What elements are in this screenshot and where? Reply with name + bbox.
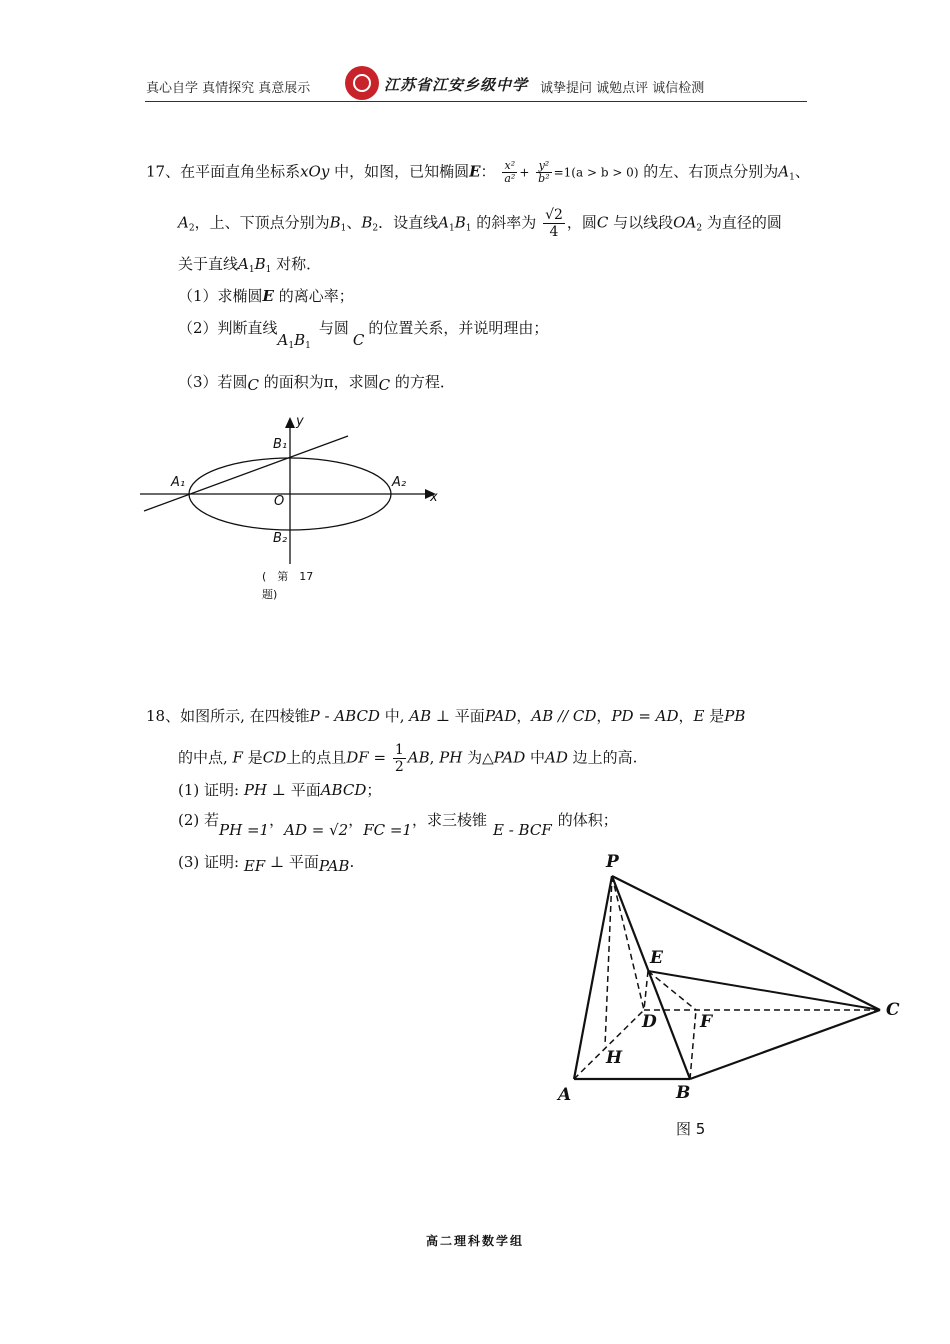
q17-part-3: （3）若圆C 的面积为π，求圆C 的方程． (178, 373, 455, 394)
fig18-b-label: B (676, 1083, 691, 1103)
header-rule (145, 101, 807, 102)
page-footer: 高二理科数学组 (425, 1234, 524, 1248)
fig18-c-label: C (886, 1000, 900, 1020)
fig18-a-label: A (558, 1085, 572, 1105)
q18-line-1: 18、如图所示, 在四棱锥P - ABCD 中, AB ⊥ 平面PAD，AB // CD，PD = AD，E 是PB (146, 707, 746, 725)
fig17-x-label: x (430, 490, 438, 505)
fig17-caption-1: ( 第 17 (262, 570, 314, 583)
q18-frac-half: $\frac{1}{2}$ (394, 742, 404, 775)
fig18-e-label: E (650, 948, 663, 968)
header-motto-left: 真心自学 真情探究 真意展示 (146, 81, 311, 96)
fig18-f-label: F (700, 1012, 713, 1032)
fig17-origin-label: O (274, 494, 285, 509)
q18-part-2: (2) 若PH =1，AD = √2，FC =1，求三棱锥E - BCF的体积； (178, 811, 618, 839)
q17-frac-slope: $\frac{√2}{4}$ (545, 207, 563, 240)
fig18-p-label: P (606, 852, 619, 872)
fig17-b2-label: B₂ (273, 531, 288, 546)
q17-part-1: （1）求椭圆E 的离心率； (178, 287, 354, 305)
q17-line-1: 17、在平面直角坐标系xOy 中，如图，已知椭圆E： $\frac{\text{x²}}{\text{a²}}$ + $\frac{\text{y²}}{\text{b²}}$ =1(a > b > 0) 的左、右顶点分别为$A_1$、 (146, 159, 810, 185)
q17-frac-y: $\frac{\text{y²}}{\text{b²}}$ (538, 159, 550, 185)
header-motto-right: 诚挚提问 诚勉点评 诚信检测 (540, 81, 705, 96)
q18-part-1: (1) 证明: PH ⊥ 平面ABCD； (178, 781, 382, 799)
fig17-y-label: y (296, 414, 304, 429)
school-logo-icon (345, 66, 379, 100)
fig18-d-label: D (642, 1012, 657, 1032)
fig17-a2-label: A₂ (392, 475, 407, 490)
fig18-h-label: H (606, 1048, 623, 1068)
q17-line-2: $A_2$，上、下顶点分别为$B_1$、$B_2$．设直线$A_1B_1$ 的斜率为 $\frac{√2}{4}$ ，圆C 与以线段$OA_2$ 为直径的圆 (178, 207, 782, 240)
school-name: 江苏省江安乡级中学 (384, 76, 529, 94)
q17-frac-x: $\frac{\text{x²}}{\text{a²}}$ (504, 159, 516, 185)
fig17-b1-label: B₁ (273, 437, 288, 452)
fig17-a1-label: A₁ (171, 475, 186, 490)
q17-part-2: （2）判断直线$A_1B_1$与圆C的位置关系，并说明理由； (178, 319, 549, 351)
q18-part-3: (3) 证明: EF ⊥ 平面PAB. (178, 853, 355, 875)
fig17-caption-2: 题) (262, 588, 278, 601)
fig18-caption: 图 5 (676, 1120, 706, 1138)
q18-line-2: 的中点, F 是CD上的点且DF = $\frac{1}{2}$ AB, PH 为△PAD 中AD 边上的高. (178, 742, 638, 775)
q17-line-3: 关于直线$A_1B_1$ 对称． (178, 255, 322, 275)
